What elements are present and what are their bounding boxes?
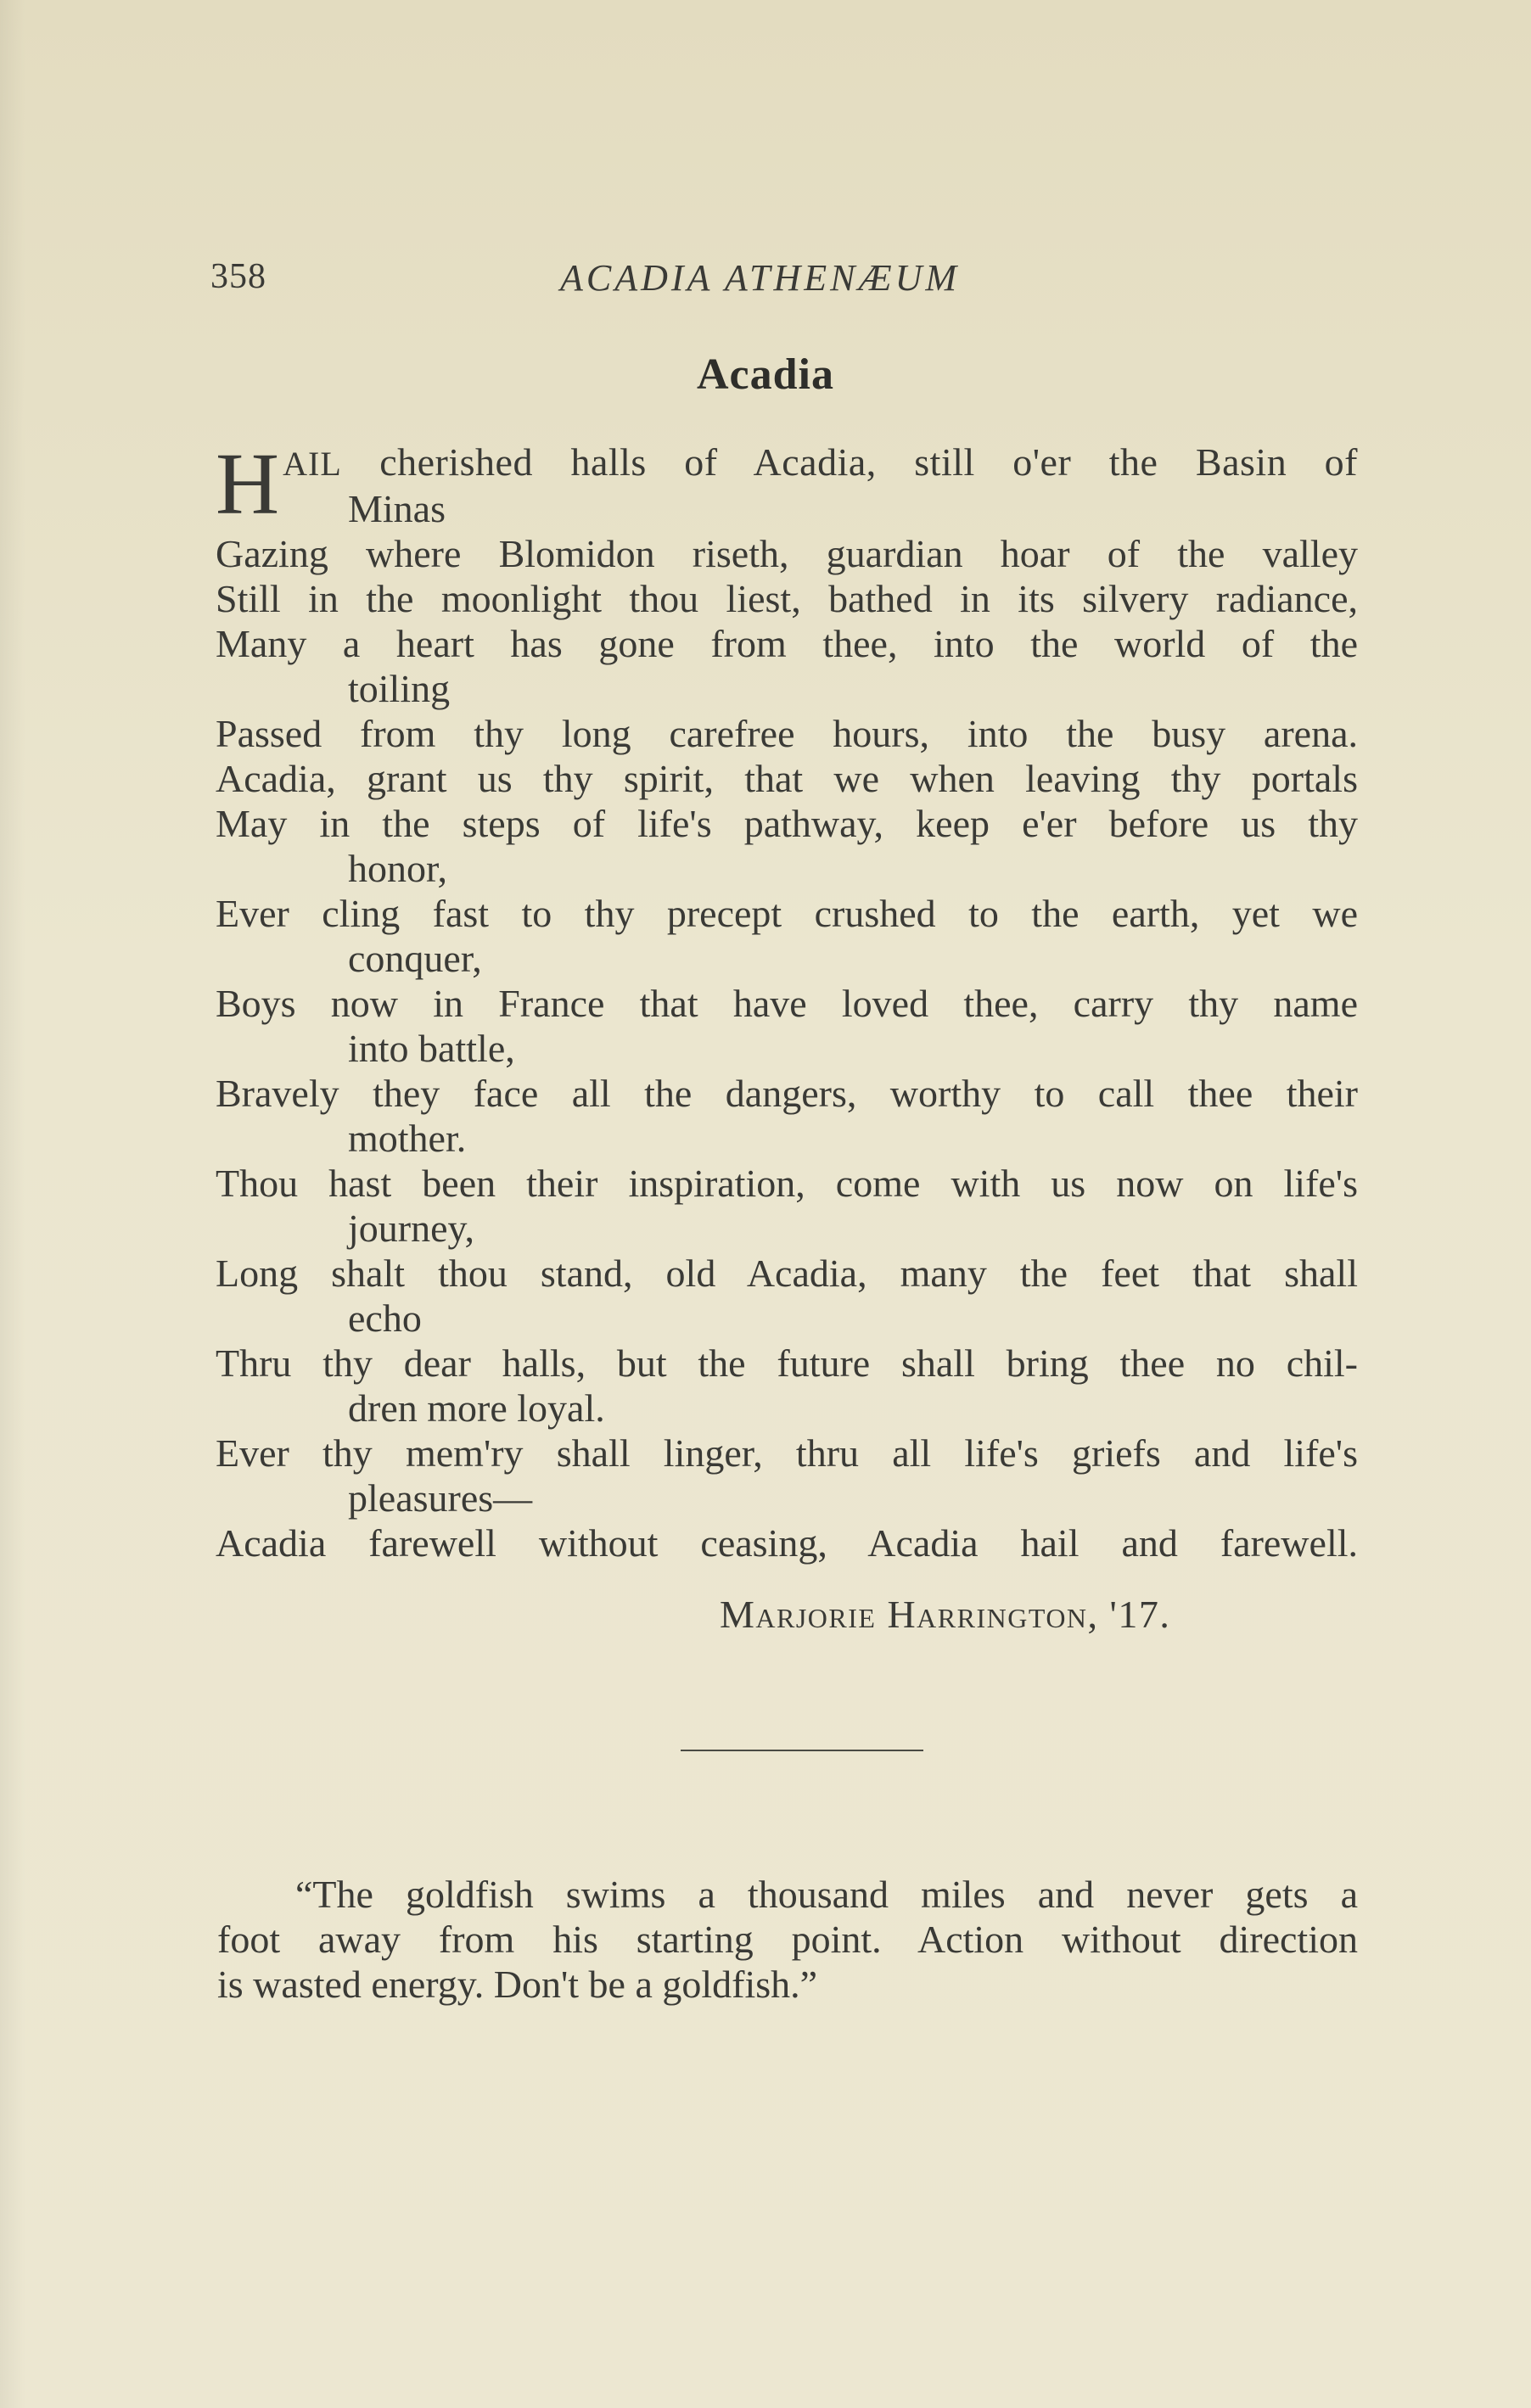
poem-line-text: Passed from thy long carefree hours, into the busy arena. [216, 712, 1358, 755]
poem-line [216, 1161, 1358, 1251]
poem-line-continuation: conquer, [348, 937, 482, 980]
poem-line [216, 1341, 1358, 1431]
poem-title: Acadia [697, 350, 834, 399]
poem-line [216, 621, 1358, 711]
poem-line [216, 981, 1358, 1071]
poem-line-text: Gazing where Blomidon riseth, guardian hoar of the valley [216, 532, 1358, 575]
poem-line [216, 1520, 1358, 1565]
poem-line-text: Long shalt thou stand, old Acadia, many the feet that shall [216, 1252, 1358, 1295]
poem-line [216, 801, 1358, 891]
poem-line-text: Acadia, grant us thy spirit, that we when leaving thy portals [216, 757, 1358, 800]
poem-line [216, 576, 1358, 621]
poem-line-text: Ever cling fast to thy precept crushed to the earth, yet we [216, 892, 1358, 935]
poem-line [216, 1251, 1358, 1341]
poem-line [216, 1431, 1358, 1520]
poem-line-continuation: honor, [348, 847, 447, 890]
poem-first-line [216, 435, 1358, 533]
poem-line-continuation: dren more loyal. [348, 1386, 605, 1430]
poem-line-text: Thou hast been their inspiration, come with us now on life's [216, 1162, 1358, 1205]
quote-line: foot away from his starting point. Action without direction [217, 1918, 1358, 1961]
first-line-caps: AIL [283, 445, 342, 483]
poem-line-continuation: journey, [348, 1207, 475, 1250]
poem-line-text: Boys now in France that have loved thee, carry thy name [216, 982, 1358, 1025]
poem-line-continuation: toiling [348, 667, 451, 710]
poem-line-text: Many a heart has gone from thee, into the world of the [216, 622, 1358, 665]
journal-title: ACADIA ATHENÆUM [560, 257, 961, 299]
poem-line [216, 531, 1358, 576]
first-line-continuation: Minas [348, 487, 446, 530]
poem-lines [216, 531, 1358, 1565]
quote-line: is wasted energy. Don't be a goldfish.” [217, 1963, 818, 2006]
poem-line-continuation: into battle, [348, 1027, 515, 1070]
poem-line-text: Thru thy dear halls, but the future shall bring thee no chil- [216, 1341, 1358, 1385]
poem-line [216, 1071, 1358, 1161]
poem-line-continuation: pleasures— [348, 1476, 533, 1520]
first-line-rest: cherished halls of Acadia, still o'er the Basin of [341, 440, 1358, 484]
poem-line-continuation: mother. [348, 1117, 467, 1160]
poem-line-text: Bravely they face all the dangers, worthy to call thee their [216, 1072, 1358, 1115]
running-head [210, 256, 1358, 304]
drop-cap: H [216, 435, 280, 533]
poem-line-text: Still in the moonlight thou liest, bathed in its silvery radiance, [216, 577, 1358, 620]
page-number: 358 [210, 257, 266, 296]
poem-line [216, 891, 1358, 981]
poem-line-text: Acadia farewell without ceasing, Acadia hail and farewell. [216, 1521, 1358, 1565]
goldfish-quote [217, 1872, 1358, 2007]
poem-line [216, 756, 1358, 801]
quote-line: “The goldfish swims a thousand miles and never gets a [295, 1873, 1358, 1916]
poem-signature: Marjorie Harrington, '17. [720, 1593, 1171, 1636]
poem-line [216, 711, 1358, 756]
section-divider [681, 1750, 923, 1751]
poem-line-text: May in the steps of life's pathway, keep e'er before us thy [216, 802, 1358, 845]
poem-body [216, 435, 1358, 1565]
poem-line-continuation: echo [348, 1296, 422, 1340]
poem-line-text: Ever thy mem'ry shall linger, thru all life's griefs and life's [216, 1431, 1358, 1475]
